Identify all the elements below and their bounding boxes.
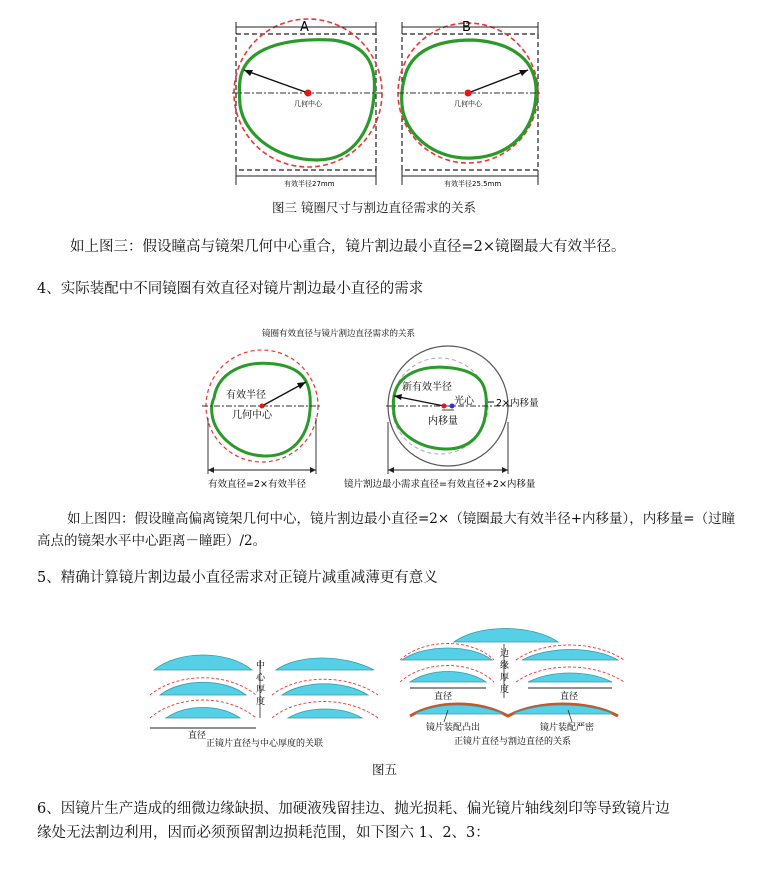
right-label-right: 镜片装配严密 <box>540 723 595 733</box>
optical-center-label: 光心 <box>454 396 474 407</box>
left-vlabel-1: 心 <box>256 673 266 683</box>
left-bottom-label: 有效直径=2×有效半径 <box>208 479 306 490</box>
paragraph-6-line-2: 缘处无法割边利用，因而必须预留割边损耗范围，如下图六 1、2、3： <box>37 825 490 841</box>
paragraph-fig3: 如上图三：假设瞳高与镜架几何中心重合，镜片割边最小直径=2×镜圈最大有效半径。 <box>70 239 626 255</box>
right-vlabel-0: 边 <box>500 649 510 659</box>
right-vlabel-3: 度 <box>500 685 510 695</box>
left-center-label: 几何中心 <box>232 410 272 421</box>
right-radius-label: 新有效半径 <box>402 382 452 393</box>
paragraph-fig4-text: 如上图四：假设瞳高偏离镜架几何中心，镜片割边最小直径=2×（镜圈最大有效半径+内移量），内移量=（过瞳高点的镜架水平中心距离－瞳距）/2。 <box>37 511 736 549</box>
left-diam-label: 直径 <box>188 731 207 741</box>
left-radius-label: 有效半径 <box>226 390 266 401</box>
heading-4: 4、实际装配中不同镜圈有效直径对镜片割边最小直径的需求 <box>37 281 424 297</box>
label-a: A <box>300 20 309 35</box>
geometric-center-dot-a <box>305 90 312 97</box>
right-label-left: 镜片装配凸出 <box>426 723 481 733</box>
center-label-a: 几何中心 <box>294 100 322 108</box>
figure-3-caption: 图三 镜圈尺寸与割边直径需求的关系 <box>272 200 476 215</box>
right-diam-mid: 直径 <box>560 692 579 702</box>
right-diam-top: 直径 <box>434 692 453 702</box>
left-vlabel-0: 中 <box>256 661 266 671</box>
paragraph-fig4 <box>37 508 737 552</box>
left-caption: 正镜片直径与中心厚度的关联 <box>206 739 324 749</box>
frame-shape-right <box>393 367 486 449</box>
width-label-a: 有效半径27mm <box>284 180 335 188</box>
left-vlabel-2: 厚 <box>256 685 266 695</box>
right-caption: 正镜片直径与割边直径的关系 <box>454 737 572 747</box>
heading-5: 5、精确计算镜片割边最小直径需求对正镜片减重减薄更有意义 <box>37 570 438 586</box>
left-vlabel-3: 度 <box>256 697 266 707</box>
right-vlabel-2: 厚 <box>500 673 510 683</box>
figure-5-caption: 图五 <box>372 762 398 777</box>
right-vlabel-1: 缘 <box>500 661 510 671</box>
right-bottom-label: 镜片割边最小需求直径=有效直径+2×内移量 <box>344 479 536 490</box>
center-label-b: 几何中心 <box>454 100 482 108</box>
inward-shift-label: 内移量 <box>428 416 458 427</box>
width-label-b: 有效半径25.5mm <box>444 180 502 188</box>
geometric-center-dot-b <box>465 90 472 97</box>
double-shift-label: 2×内移量 <box>496 398 539 409</box>
figure-4 <box>200 322 570 500</box>
label-b: B <box>462 20 471 35</box>
figure-4-title: 镜圈有效直径与镜片割边直径需求的关系 <box>262 329 416 339</box>
paragraph-6-line-1: 6、因镜片生产造成的细微边缘缺损、加硬液残留挂边、抛光损耗、偏光镜片轴线刻印等导致镜片边 <box>37 801 670 817</box>
figure-3 <box>222 10 552 192</box>
figure-5 <box>148 620 638 750</box>
